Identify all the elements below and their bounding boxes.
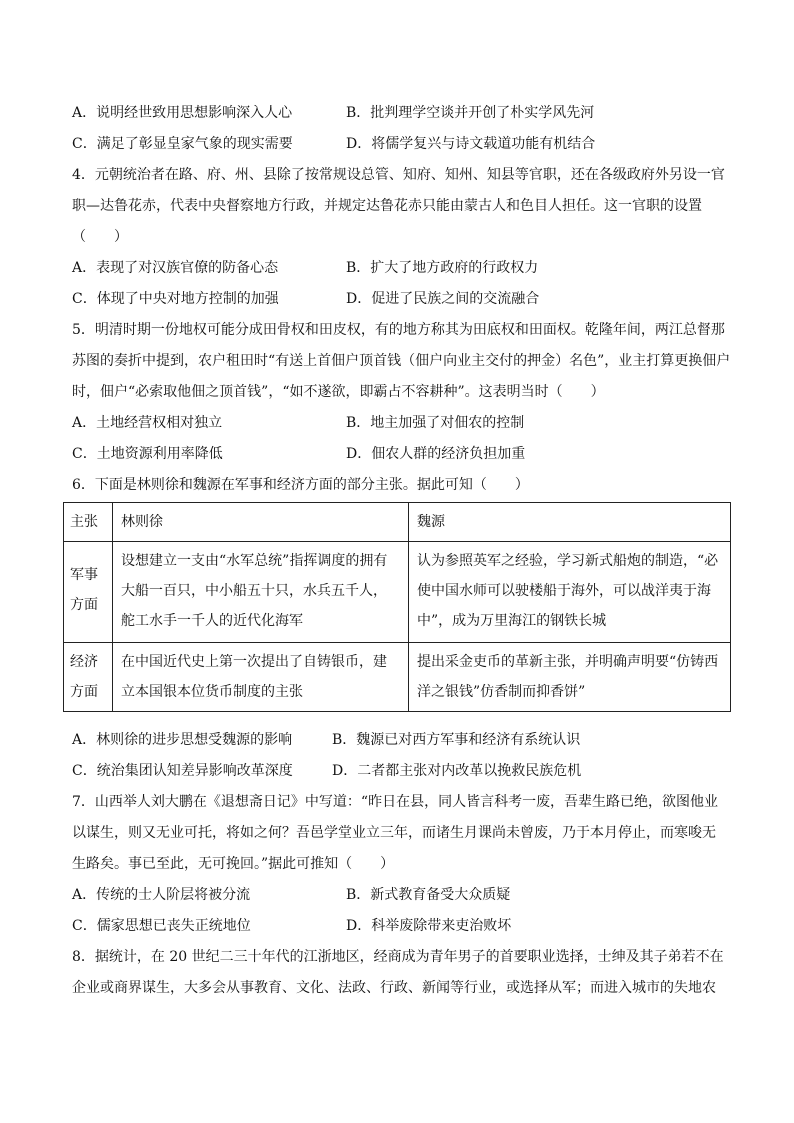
- q7-option-d: D．科举废除带来吏治败坏: [346, 918, 512, 934]
- q6-option-b: B．魏源已对西方军事和经济有系统认识: [332, 732, 581, 748]
- q4-option-a: A．表现了对汉族官僚的防备心态: [72, 260, 279, 276]
- cell-text: 提出采金吏币的革新主张，并明确声明要“仿铸西洋之银钱”仿香制而抑香饼”: [417, 654, 719, 700]
- cell-text: 设想建立一支由“水军总统”指挥调度的拥有大船一百只，中小船五十只，水兵五千人，舵工水手一千人的近代化海军: [121, 553, 388, 629]
- q7-option-c: C．儒家思想已丧失正统地位: [72, 918, 251, 934]
- q5-option-d: D．佃农人群的经济负担加重: [346, 446, 526, 462]
- q4-stem-line-1: 4．元朝统治者在路、府、州、县除了按常规设总管、知府、知州、知县等官职，还在各级政府外另设一官: [72, 167, 725, 183]
- table-cell: [409, 542, 731, 643]
- table-header-row: [64, 503, 731, 542]
- table-row: [64, 542, 731, 643]
- q3-option-b: B．批判理学空谈并开创了朴实学风先河: [346, 105, 595, 121]
- q5-option-c: C．土地资源利用率降低: [72, 446, 223, 462]
- q5-option-a: A．土地经营权相对独立: [72, 415, 223, 431]
- q7-stem-line-2: 以谋生，则又无业可托，将如之何？吾邑学堂业立三年，而诸生月课尚未曾废，乃于本月停止，而寒唆无: [72, 825, 716, 841]
- table-row: [64, 643, 731, 712]
- q4-option-b: B．扩大了地方政府的行政权力: [346, 260, 539, 276]
- q3-option-c: C．满足了彰显皇家气象的现实需要: [72, 136, 293, 152]
- table-cell: [113, 542, 409, 643]
- row-label-text: 军事方面: [70, 567, 98, 613]
- q4-option-d: D．促进了民族之间的交流融合: [346, 291, 540, 307]
- table-header-cell: 林则徐: [113, 503, 409, 542]
- q7-option-b: B．新式教育备受大众质疑: [346, 887, 511, 903]
- table-row-label: [64, 643, 113, 712]
- q3-option-d: D．将儒学复兴与诗文载道功能有机结合: [346, 136, 596, 152]
- q6-stem: 6．下面是林则徐和魏源在军事和经济方面的部分主张。据此可知（ ）: [72, 477, 529, 493]
- q3-option-a: A．说明经世致用思想影响深入人心: [72, 105, 293, 121]
- q6-option-d: D．二者都主张对内改革以挽救民族危机: [332, 763, 582, 779]
- q6-option-c: C．统治集团认知差异影响改革深度: [72, 763, 293, 779]
- q4-stem-line-2: 职—达鲁花赤，代表中央督察地方行政，并规定达鲁花赤只能由蒙古人和色目人担任。这一官职的设置: [72, 198, 702, 214]
- q7-option-a: A．传统的士人阶层将被分流: [72, 887, 251, 903]
- table-cell: [409, 643, 731, 712]
- table-header-cell: 魏源: [409, 503, 731, 542]
- q6-comparison-table: [63, 502, 731, 712]
- cell-text: 认为参照英军之经验，学习新式船炮的制造，“必使中国水师可以驶楼船于海外，可以战洋夷于海中”，成为万里海江的钢铁长城: [417, 553, 719, 629]
- q4-stem-line-3: （ ）: [72, 229, 128, 245]
- q8-stem-line-1: 8．据统计，在 20 世纪二三十年代的江浙地区，经商成为青年男子的首要职业选择，士绅及其子弟若不在: [72, 949, 724, 965]
- table-cell: [113, 643, 409, 712]
- table-header-cell: 主张: [64, 503, 113, 542]
- q7-stem-line-1: 7．山西举人刘大鹏在《退想斋日记》中写道：“昨日在县，同人皆言科考一废，吾辈生路已绝，欲图他业: [72, 794, 719, 810]
- table-row-label: [64, 542, 113, 643]
- q5-option-b: B．地主加强了对佃农的控制: [346, 415, 525, 431]
- q8-stem-line-2: 企业或商界谋生，大多会从事教育、文化、法政、行政、新闻等行业，或选择从军；而进入城市的失地农: [72, 980, 716, 996]
- row-label-text: 经济方面: [70, 654, 98, 700]
- cell-text: 在中国近代史上第一次提出了自铸银币，建立本国银本位货币制度的主张: [121, 654, 387, 700]
- q5-stem-line-2: 苏图的奏折中提到，农户租田时“有送上首佃户顶首钱（佃户向业主交付的押金）名色”，业主打算更换佃户: [72, 353, 731, 369]
- q4-option-c: C．体现了中央对地方控制的加强: [72, 291, 279, 307]
- q7-stem-line-3: 生路矣。事已至此，无可挽回。”据此可推知（ ）: [72, 856, 395, 872]
- q5-stem-line-3: 时，佃户“必索取他佃之顶首钱”，“如不遂欲，即霸占不容耕种”。这表明当时（ ）: [72, 384, 605, 400]
- q5-stem-line-1: 5．明清时期一份地权可能分成田骨权和田皮权，有的地方称其为田底权和田面权。乾隆年间，两江总督那: [72, 322, 725, 338]
- q6-option-a: A．林则徐的进步思想受魏源的影响: [72, 732, 293, 748]
